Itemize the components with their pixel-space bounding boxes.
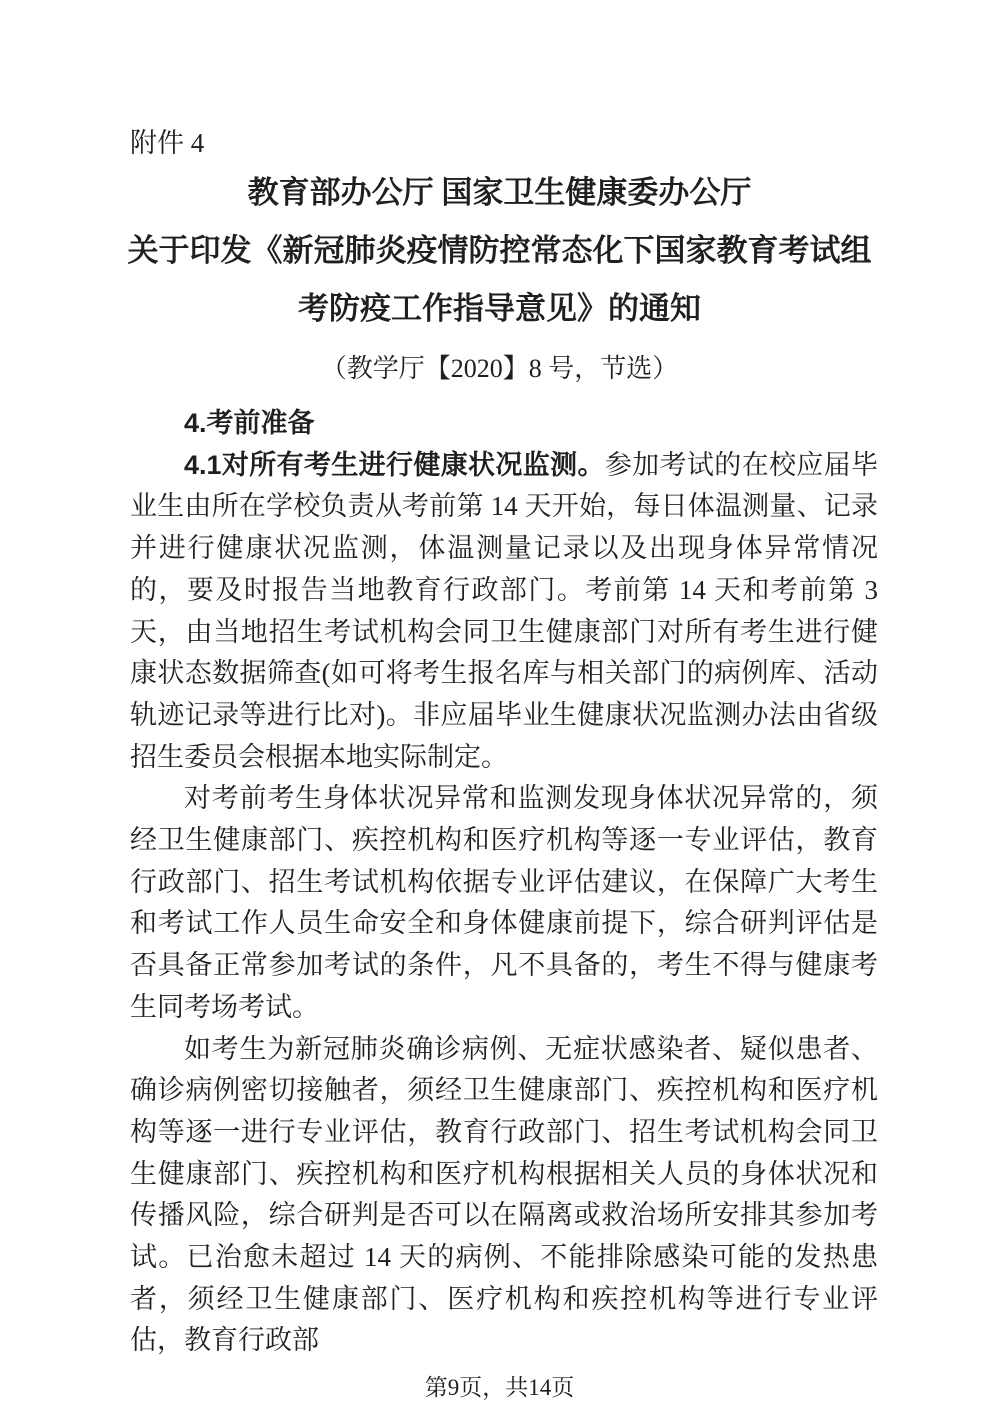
- paragraph-3: 如考生为新冠肺炎确诊病例、无症状感染者、疑似患者、确诊病例密切接触者，须经卫生健康部门、疾控机构和医疗机构等逐一进行专业评估，教育行政部门、招生考试机构会同卫生健康部门、疾控机构和医疗机构根据相关人员的身体状况和传播风险，综合研判是否可以在隔离或救治场所安排其参加考试。已治愈未超过 14 天的病例、不能排除感染可能的发热患者，须经卫生健康部门、医疗机构和疾控机构等进行专业评估，教育行政部: [130, 1033, 878, 1356]
- document-subtitle: （教学厅【2020】8 号，节选）: [320, 354, 679, 383]
- paragraph-1: [130, 445, 878, 779]
- section-heading: 4.考前准备: [184, 408, 315, 438]
- document-body: [130, 403, 878, 1362]
- paragraph-1-text: 参加考试的在校应届毕业生由所在学校负责从考前第 14 天开始，每日体温测量、记录并进行健康状况监测，体温测量记录以及出现身体异常情况的，要及时报告当地教育行政部门。考前第 14 天和考前第 3 天，由当地招生考试机构会同卫生健康部门对所有考生进行健康状态数据筛查(如可将考生报名库与相关部门的病例库、活动轨迹记录等进行比对)。非应届毕业生健康状况监测办法由省级招生委员会根据本地实际制定。: [130, 449, 878, 772]
- title-line-3: 考防疫工作指导意见》的通知: [298, 291, 701, 326]
- page-number: 第9页，共14页: [424, 1375, 575, 1400]
- title-line-2: 关于印发《新冠肺炎疫情防控常态化下国家教育考试组: [127, 233, 872, 268]
- attachment-label: 附件 4: [130, 128, 205, 158]
- paragraph-1-lead: 4.1对所有考生进行健康状况监测。: [184, 449, 605, 480]
- document-title: [60, 164, 939, 338]
- paragraph-2: 对考前考生身体状况异常和监测发现身体状况异常的，须经卫生健康部门、疾控机构和医疗机构等逐一专业评估，教育行政部门、招生考试机构依据专业评估建议，在保障广大考生和考试工作人员生命安全和身体健康前提下，综合研判评估是否具备正常参加考试的条件，凡不具备的，考生不得与健康考生同考场考试。: [130, 783, 878, 1022]
- title-line-1: 教育部办公厅 国家卫生健康委办公厅: [247, 175, 752, 210]
